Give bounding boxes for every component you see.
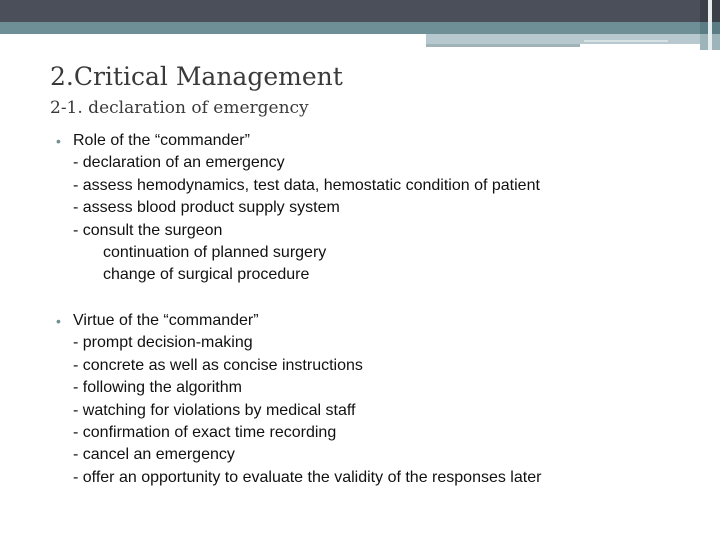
- bullet-item: [56, 130, 696, 152]
- list-item: - watching for violations by medical staff: [73, 401, 356, 419]
- list-subitem: change of surgical procedure: [103, 266, 310, 284]
- header-band-dark: [0, 0, 700, 22]
- bullet-label: Virtue of the “commander”: [73, 312, 259, 329]
- bullet-block-commander-virtue: [56, 310, 696, 489]
- slide-subtitle: 2-1. declaration of emergency: [50, 98, 309, 118]
- slide-title: 2.Critical Management: [50, 62, 343, 91]
- header-band-light: [426, 34, 700, 44]
- list-item: - following the algorithm: [73, 379, 242, 397]
- bullet-dot-icon: •: [56, 133, 61, 149]
- header-band-line: [426, 44, 580, 47]
- bullet-block-commander-role: [56, 130, 696, 287]
- list-item: - confirmation of exact time recording: [73, 424, 337, 442]
- list-item: - prompt decision-making: [73, 334, 253, 352]
- list-item: - assess blood product supply system: [73, 199, 340, 217]
- list-item: - consult the surgeon: [73, 221, 223, 239]
- list-item: - assess hemodynamics, test data, hemostatic condition of patient: [73, 176, 540, 194]
- header-corner-stripe: [708, 0, 712, 50]
- header-band-teal: [0, 22, 700, 34]
- bullet-item: [56, 310, 696, 332]
- bullet-dot-icon: •: [56, 313, 61, 329]
- list-item: - offer an opportunity to evaluate the validity of the responses later: [73, 468, 542, 486]
- bullet-label: Role of the “commander”: [73, 132, 250, 149]
- list-item: - concrete as well as concise instructions: [73, 356, 363, 374]
- header-band-line-thin: [584, 40, 668, 42]
- list-item: - declaration of an emergency: [73, 154, 285, 172]
- list-subitem: continuation of planned surgery: [103, 244, 327, 262]
- list-item: - cancel an emergency: [73, 446, 235, 464]
